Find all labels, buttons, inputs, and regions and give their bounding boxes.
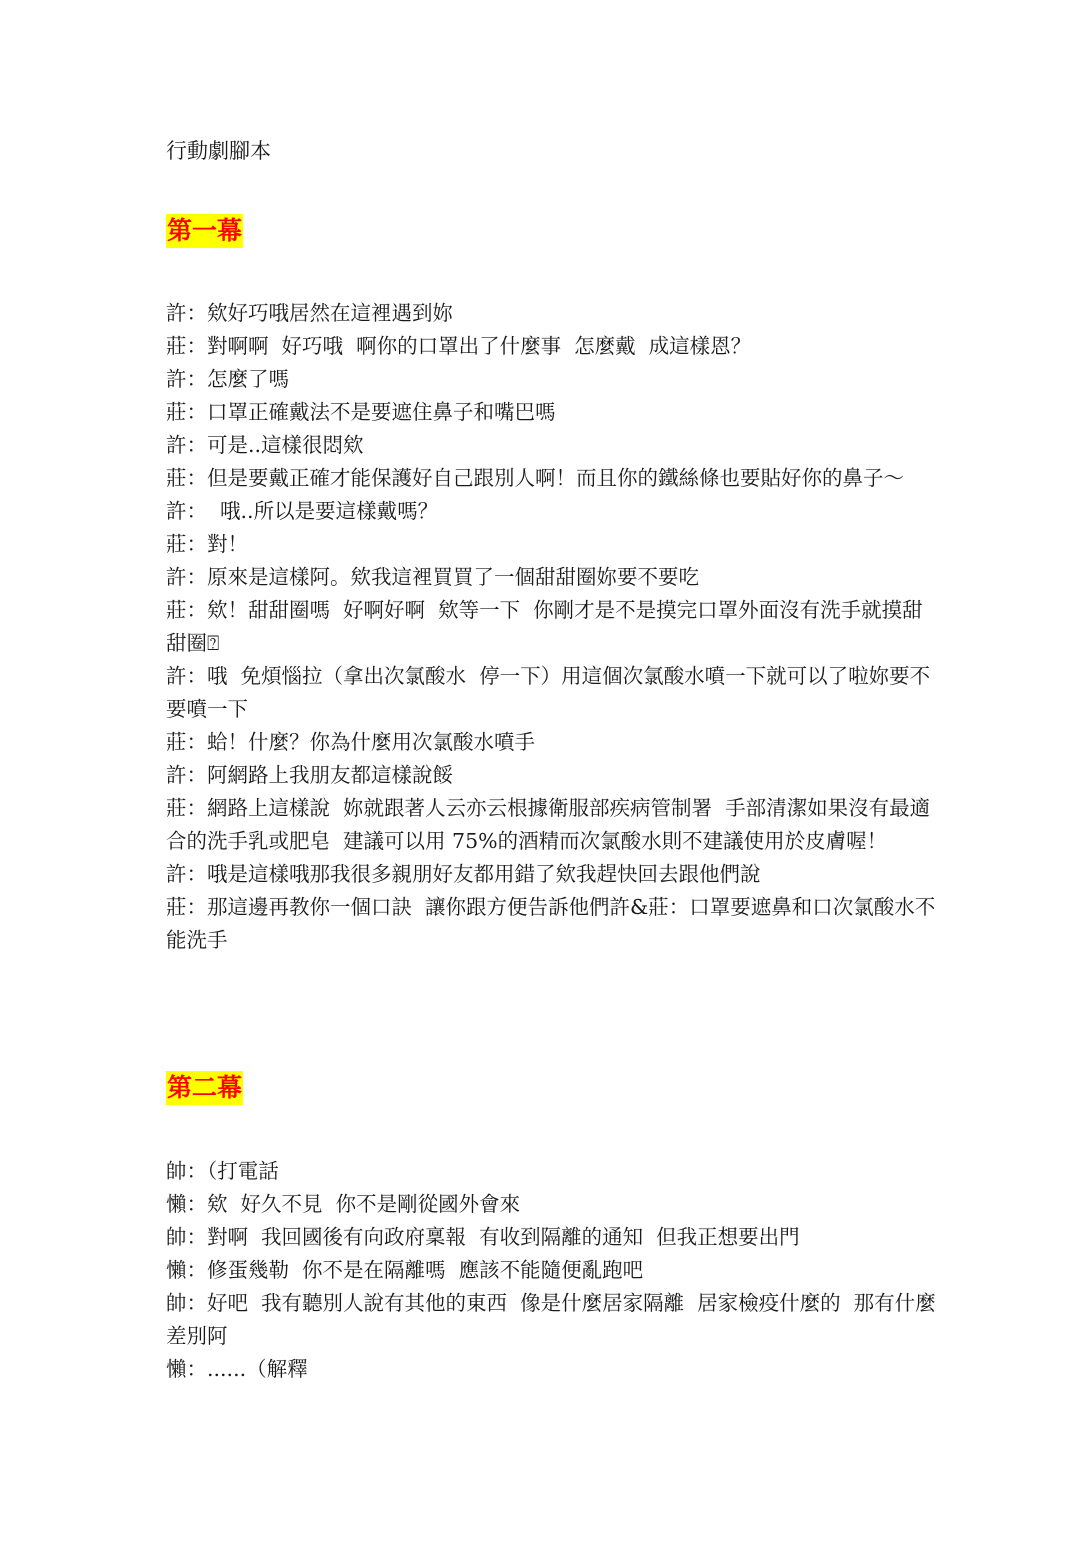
- document-title: 行動劇腳本: [166, 139, 271, 163]
- dialogue-line: 許：哦是這樣哦那我很多親朋好友都用錯了欸我趕快回去跟他們說: [166, 862, 761, 886]
- dialogue-line: 懶：......（解釋: [166, 1357, 308, 1381]
- dialogue-line: 莊：蛤！什麼？你為什麼用次氯酸水噴手: [166, 730, 535, 754]
- dialogue-line: 許：原來是這樣阿。欸我這裡買買了一個甜甜圈妳要不要吃: [166, 565, 699, 589]
- dialogue-line: 莊：口罩正確戴法不是要遮住鼻子和嘴巴嗎: [166, 400, 556, 424]
- act-one-heading: 第一幕: [166, 214, 243, 248]
- act-one-dialogue: [166, 297, 936, 957]
- dialogue-line: 莊：但是要戴正確才能保護好自己跟別人啊！而且你的鐵絲條也要貼好你的鼻子～: [166, 466, 904, 490]
- dialogue-line: 莊：網路上這樣說 妳就跟著人云亦云根據衛服部疾病管制署 手部清潔如果沒有最適合的洗手乳或肥皂 建議可以用 75%的酒精而次氯酸水則不建議使用於皮膚喔！: [166, 796, 931, 853]
- dialogue-line: 許：欸好巧哦居然在這裡遇到妳: [166, 301, 453, 325]
- dialogue-line: 莊：那這邊再教你一個口訣 讓你跟方便告訴他們許&莊：口罩要遮鼻和口次氯酸水不能洗手: [166, 895, 936, 952]
- dialogue-line: 許：哦 免煩惱拉（拿出次氯酸水 停一下）用這個次氯酸水噴一下就可以了啦妳要不要噴一下: [166, 664, 931, 721]
- dialogue-line: 許：阿網路上我朋友都這樣說餒: [166, 763, 453, 787]
- dialogue-line: 莊：欸！甜甜圈嗎 好啊好啊 欸等一下 你剛才是不是摸完口罩外面沒有洗手就摸甜甜圈⍰: [166, 598, 923, 655]
- dialogue-line: 許：可是..這樣很悶欸: [166, 433, 364, 457]
- dialogue-line: 許：怎麼了嗎: [166, 367, 289, 391]
- dialogue-line: 許： 哦..所以是要這樣戴嗎？: [166, 499, 439, 523]
- dialogue-line: 帥：對啊 我回國後有向政府稟報 有收到隔離的通知 但我正想要出門: [166, 1225, 800, 1249]
- dialogue-line: 懶：欸 好久不見 你不是剛從國外會來: [166, 1192, 521, 1216]
- act-two-heading: 第二幕: [166, 1071, 243, 1105]
- dialogue-line: 莊：對啊啊 好巧哦 啊你的口罩出了什麼事 怎麼戴 成這樣恩？: [166, 334, 752, 358]
- dialogue-line: 莊：對！: [166, 532, 248, 556]
- act-two-dialogue: [166, 1155, 936, 1386]
- dialogue-line: 帥：（打電話: [166, 1159, 279, 1183]
- dialogue-line: 懶：修蛋幾勒 你不是在隔離嗎 應該不能隨便亂跑吧: [166, 1258, 644, 1282]
- dialogue-line: 帥：好吧 我有聽別人說有其他的東西 像是什麼居家隔離 居家檢疫什麼的 那有什麼差別阿: [166, 1291, 936, 1348]
